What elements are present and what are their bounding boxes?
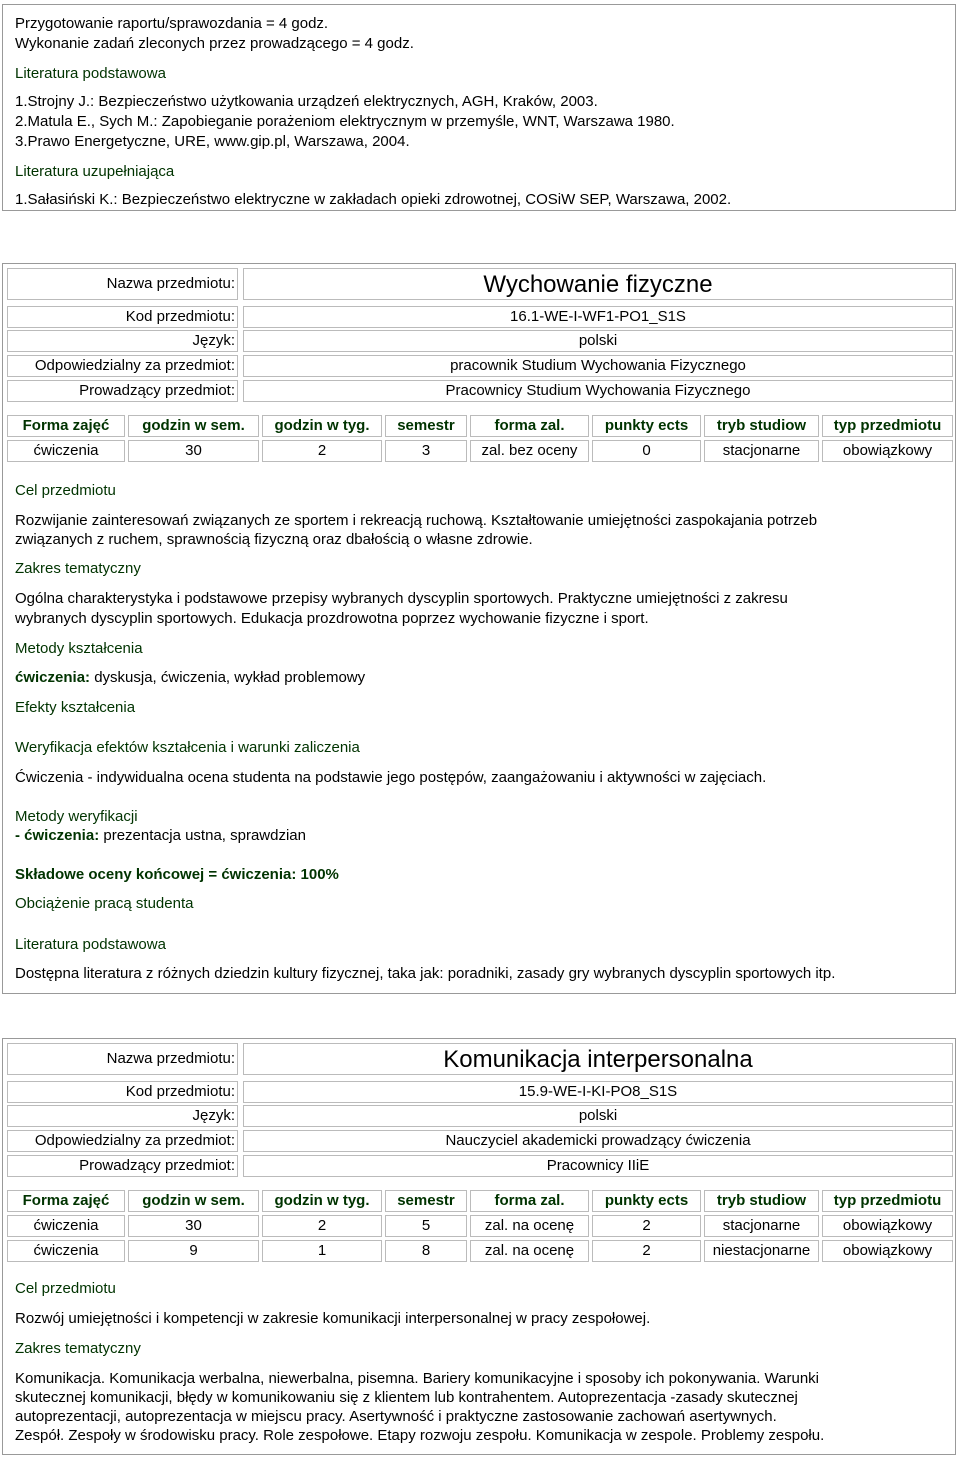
name-label: Nazwa przedmiotu: [7, 268, 238, 300]
code-label: Kod przedmiotu: [7, 1081, 238, 1103]
classes-table [7, 1190, 953, 1263]
resp-label: Odpowiedzialny za przedmiot: [7, 355, 238, 377]
course-name: Wychowanie fizyczne [243, 268, 953, 300]
lang-label: Język: [7, 1105, 238, 1127]
verification-methods-text [15, 827, 947, 845]
code-label: Kod przedmiotu: [7, 306, 238, 328]
cell-type: obowiązkowy [822, 1240, 953, 1262]
course-code: 15.9-WE-I-KI-PO8_S1S [243, 1081, 953, 1103]
methods-heading: Metody kształcenia [15, 640, 143, 657]
workload-heading: Obciążenie pracą studenta [15, 895, 194, 912]
cell-ects: 2 [592, 1215, 701, 1237]
col-header: punkty ects [592, 415, 701, 437]
course-lead: Pracownicy Studium Wychowania Fizycznego [243, 380, 953, 402]
cell-hours-sem: 30 [128, 440, 259, 462]
cell-semester: 8 [385, 1240, 467, 1262]
course-code: 16.1-WE-I-WF1-PO1_S1S [243, 306, 953, 328]
cell-credit-form: zal. bez oceny [470, 440, 589, 462]
col-header: godzin w sem. [128, 1190, 259, 1212]
lang-label: Język: [7, 330, 238, 352]
scope-text-line: Zespół. Zespoły w środowisku pracy. Role zespołowe. Etapy rozwoju zespołu. Komunikacja w zespole. Problemy zespołu. [15, 1427, 825, 1444]
table-row [7, 1215, 953, 1237]
scope-heading: Zakres tematyczny [15, 560, 141, 577]
course-lang: polski [243, 330, 953, 352]
lit-extra-heading: Literatura uzupełniająca [15, 163, 175, 180]
table-row [7, 440, 953, 462]
course-card-wychowanie [2, 263, 956, 994]
col-header: godzin w tyg. [262, 415, 382, 437]
verification-methods-value: prezentacja ustna, sprawdzian [99, 827, 306, 844]
goal-text-line: związanych z ruchem, sprawnością fizyczną oraz dbałością o własne zdrowie. [15, 531, 533, 548]
col-header: semestr [385, 415, 467, 437]
verification-methods-label: - ćwiczenia: [15, 827, 100, 844]
table-row [7, 1240, 953, 1262]
col-header: forma zal. [470, 1190, 589, 1212]
classes-table-header [7, 1190, 953, 1212]
cell-credit-form: zal. na ocenę [470, 1240, 589, 1262]
classes-table [7, 415, 953, 463]
col-header: Forma zajęć [7, 415, 125, 437]
cell-ects: 2 [592, 1240, 701, 1262]
col-header: forma zal. [470, 415, 589, 437]
cell-form: ćwiczenia [7, 1215, 125, 1237]
classes-table-header [7, 415, 953, 437]
cell-semester: 5 [385, 1215, 467, 1237]
lead-label: Prowadzący przedmiot: [7, 1155, 238, 1177]
course-info-table [7, 268, 953, 402]
cell-ects: 0 [592, 440, 701, 462]
resp-label: Odpowiedzialny za przedmiot: [7, 1130, 238, 1152]
cell-form: ćwiczenia [7, 1240, 125, 1262]
col-header: semestr [385, 1190, 467, 1212]
verification-methods-heading: Metody weryfikacji [15, 808, 138, 825]
effects-heading: Efekty kształcenia [15, 699, 136, 716]
cell-mode: stacjonarne [704, 440, 819, 462]
cell-form: ćwiczenia [7, 440, 125, 462]
cell-mode: niestacjonarne [704, 1240, 819, 1262]
cell-mode: stacjonarne [704, 1215, 819, 1237]
cell-hours-sem: 30 [128, 1215, 259, 1237]
col-header: godzin w tyg. [262, 1190, 382, 1212]
lit-basic-heading: Literatura podstawowa [15, 936, 166, 953]
scope-text-line: Ogólna charakterystyka i podstawowe przepisy wybranych dyscyplin sportowych. Praktyczne umiejętności z zakresu [15, 590, 788, 607]
grade-components: Składowe oceny końcowej = ćwiczenia: 100% [15, 866, 339, 883]
cell-hours-week: 2 [262, 1215, 382, 1237]
cell-type: obowiązkowy [822, 1215, 953, 1237]
course-resp: pracownik Studium Wychowania Fizycznego [243, 355, 953, 377]
lit-extra-item: 1.Sałasiński K.: Bezpieczeństwo elektryczne w zakładach opieki zdrowotnej, COSiW SEP, Warszawa, 2002. [15, 191, 732, 208]
goal-text-line: Rozwijanie zainteresowań związanych ze sportem i rekreacją ruchową. Kształtowanie umiejętności zaspokajania potrzeb [15, 512, 818, 529]
verification-heading: Weryfikacja efektów kształcenia i warunki zaliczenia [15, 739, 360, 756]
col-header: tryb studiow [704, 1190, 819, 1212]
name-label: Nazwa przedmiotu: [7, 1043, 238, 1075]
col-header: godzin w sem. [128, 415, 259, 437]
methods-text [15, 669, 947, 687]
prev-course-fragment [2, 4, 956, 211]
col-header: typ przedmiotu [822, 415, 953, 437]
course-lang: polski [243, 1105, 953, 1127]
col-header: punkty ects [592, 1190, 701, 1212]
verification-text: Ćwiczenia - indywidualna ocena studenta na podstawie jego postępów, zaangażowaniu i aktywności w zajęciach. [15, 769, 767, 786]
lit-basic-text: Dostępna literatura z różnych dziedzin kultury fizycznej, taka jak: poradniki, zasady gry wybranych dyscyplin sportowych itp. [15, 965, 836, 982]
cell-hours-sem: 9 [128, 1240, 259, 1262]
course-resp: Nauczyciel akademicki prowadzący ćwiczenia [243, 1130, 953, 1152]
scope-text-line: Komunikacja. Komunikacja werbalna, niewerbalna, pisemna. Bariery komunikacyjne i sposoby ich pokonywania. Warunki [15, 1370, 820, 1387]
cell-semester: 3 [385, 440, 467, 462]
course-name: Komunikacja interpersonalna [243, 1043, 953, 1075]
lit-basic-item: 2.Matula E., Sych M.: Zapobieganie porażeniom elektrycznym w przemyśle, WNT, Warszawa 1980. [15, 113, 675, 130]
cell-hours-week: 2 [262, 440, 382, 462]
workload-line-1: Przygotowanie raportu/sprawozdania = 4 godz. [15, 15, 329, 32]
goal-text-line: Rozwój umiejętności i kompetencji w zakresie komunikacji interpersonalnej w pracy zespołowej. [15, 1310, 651, 1327]
workload-line-2: Wykonanie zadań zleconych przez prowadzącego = 4 godz. [15, 35, 414, 52]
methods-label: ćwiczenia: [15, 669, 91, 686]
lead-label: Prowadzący przedmiot: [7, 380, 238, 402]
course-card-komunikacja [2, 1038, 956, 1455]
scope-text-line: autoprezentacji, autoprezentacja w miejscu pracy. Asertywność i praktyczne zastosowanie zachowań asertywnych. [15, 1408, 777, 1425]
methods-value: dyskusja, ćwiczenia, wykład problemowy [90, 669, 366, 686]
goal-heading: Cel przedmiotu [15, 482, 116, 499]
lit-basic-item: 3.Prawo Energetyczne, URE, www.gip.pl, Warszawa, 2004. [15, 133, 410, 150]
goal-heading: Cel przedmiotu [15, 1280, 116, 1297]
scope-text-line: wybranych dyscyplin sportowych. Edukacja prozdrowotna poprzez wychowanie fizyczne i sport. [15, 610, 649, 627]
cell-type: obowiązkowy [822, 440, 953, 462]
lit-basic-item: 1.Strojny J.: Bezpieczeństwo użytkowania urządzeń elektrycznych, AGH, Kraków, 2003. [15, 93, 598, 110]
scope-text-line: skutecznej komunikacji, błędy w komunikowaniu się z klientem lub kontrahentem. Autoprezentacja -zasady skutecznej [15, 1389, 798, 1406]
cell-hours-week: 1 [262, 1240, 382, 1262]
col-header: tryb studiow [704, 415, 819, 437]
col-header: Forma zajęć [7, 1190, 125, 1212]
course-lead: Pracownicy IIiE [243, 1155, 953, 1177]
scope-heading: Zakres tematyczny [15, 1340, 141, 1357]
cell-credit-form: zal. na ocenę [470, 1215, 589, 1237]
col-header: typ przedmiotu [822, 1190, 953, 1212]
course-info-table [7, 1043, 953, 1177]
lit-basic-heading: Literatura podstawowa [15, 65, 166, 82]
